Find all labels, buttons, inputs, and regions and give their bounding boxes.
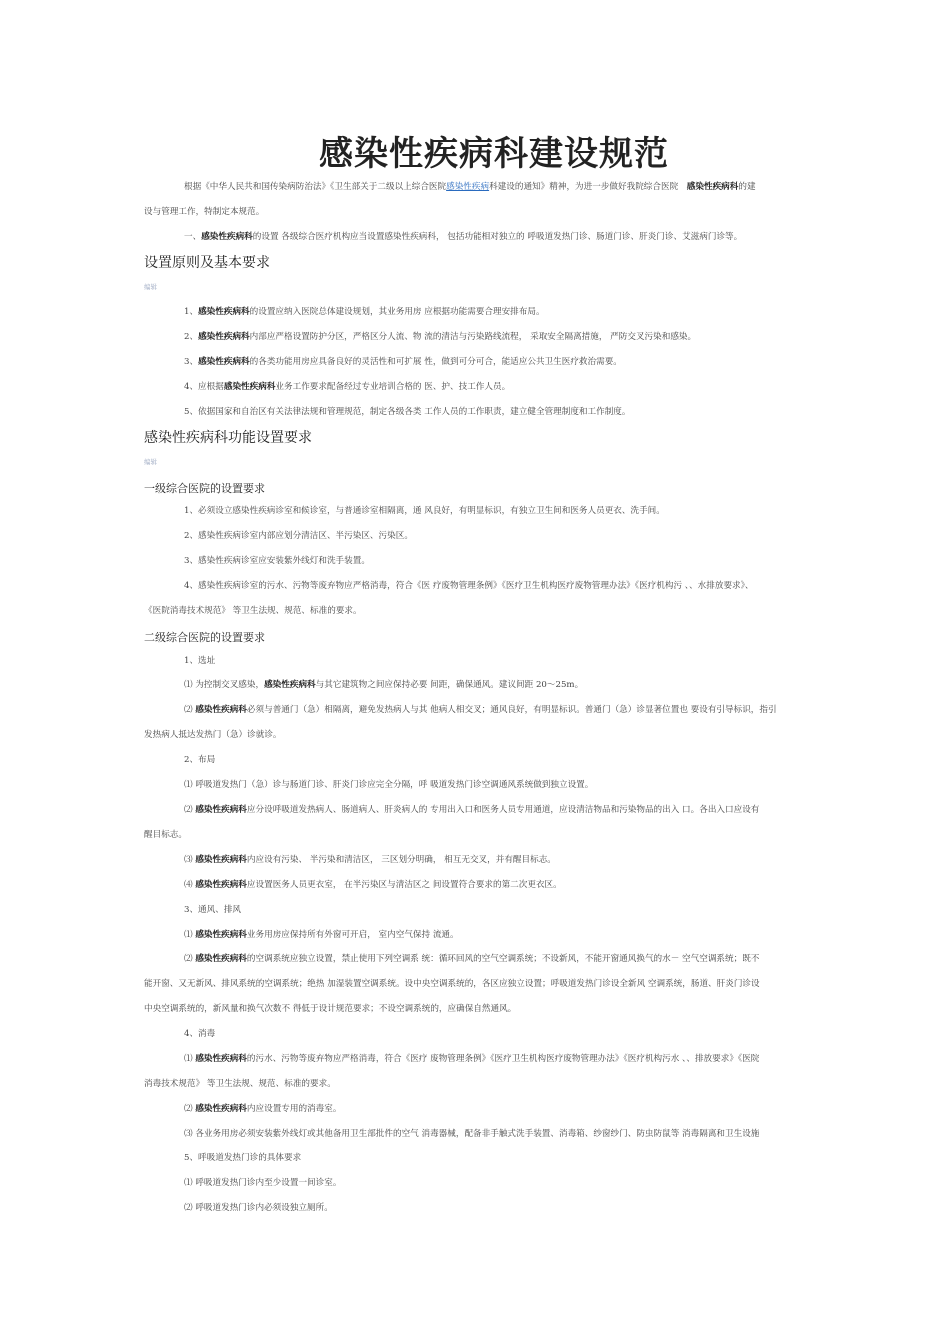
list-item: 2、感染性疾病诊室内部应划分清洁区、半污染区、污染区。 (184, 531, 413, 541)
intro-continuation: 设与管理工作，特制定本规范。 (144, 207, 265, 217)
paragraph-text: 的设置 各级综合医疗机构应当设置感染性疾病科， 包括功能相对独立的 呼吸道发热门诊、肠道门诊、肝炎门诊、艾滋病门诊等。 (252, 232, 743, 242)
list-item: ⑴ 呼吸道发热门（急）诊与肠道门诊、肝炎门诊应完全分隔，呼 吸道发热门诊空调通风系统做到独立设置。 (184, 780, 594, 790)
list-item: 4、感染性疾病诊室的污水、污物等废弃物应严格消毒，符合《医 疗废物管理条例》《医疗卫生机构医疗废物管理办法》《医疗机构污 、、水排放要求》、 (184, 581, 754, 591)
item-disinfection: 4、消毒 (184, 1029, 216, 1039)
bold-term: 感染性疾病科 (195, 930, 247, 940)
list-item-continuation: 《医院消毒技术规范》 等卫生法规、规范、标准的要求。 (144, 606, 362, 616)
list-item-continuation: 消毒技术规范》 等卫生法规、规范、标准的要求。 (144, 1079, 336, 1089)
intro-paragraph (184, 181, 756, 193)
list-item (184, 953, 759, 965)
list-item: 5、依据国家和自治区有关法律法规和管理规范，制定各级各类 工作人员的工作职责，建立健全管理制度和工作制度。 (184, 407, 631, 417)
section-heading-functions: 感染性疾病科功能设置要求 (144, 430, 312, 446)
bold-term: 感染性疾病科 (195, 880, 247, 890)
list-item-continuation: 中央空调系统的，新风量和换气次数不 得低于设计规范要求；不设空调系统的，应确保自然通风。 (144, 1004, 517, 1014)
item-prefix: 1、 (184, 307, 199, 317)
edit-link[interactable]: 编辑 (144, 283, 157, 291)
bold-term: 感染性疾病科 (198, 357, 250, 367)
list-item: ⑴ 呼吸道发热门诊内至少设置一间诊室。 (184, 1178, 342, 1188)
list-item (184, 679, 583, 691)
list-item: 3、感染性疾病诊室应安装紫外线灯和洗手装置。 (184, 556, 370, 566)
list-item (184, 331, 696, 343)
bold-term: 感染性疾病科 (195, 705, 247, 715)
paragraph-one (184, 231, 742, 243)
item-text: 的污水、污物等废弃物应严格消毒，符合《医疗 废物管理条例》《医疗卫生机构医疗废物管理办法》《医疗机构污水 、、排放要求》《医院 (246, 1054, 760, 1064)
item-prefix: ⑵ (184, 1104, 196, 1114)
list-item: ⑶ 各业务用房必须安装紫外线灯或其他备用卫生部批件的空气 消毒器械，配备非手触式洗手装置、消毒箱、纱窗纱门、防虫防鼠等 消毒隔离和卫生设施 (184, 1129, 760, 1139)
item-prefix: ⑵ (184, 705, 196, 715)
edit-link[interactable]: 编辑 (144, 458, 157, 466)
list-item (184, 1103, 341, 1115)
item-site: 1、选址 (184, 656, 216, 666)
item-text: 应分设呼吸道发热病人、肠道病人、肝炎病人的 专用出入口和医务人员专用通道，应设清洁物品和污染物品的出入 口。各出入口应设有 (246, 805, 760, 815)
bold-term: 感染性疾病科 (195, 954, 247, 964)
item-prefix: ⑷ (184, 880, 196, 890)
list-item (184, 804, 759, 816)
item-text: 的各类功能用房应具备良好的灵活性和可扩展 性，做到可分可合，能适应公共卫生医疗救治需要。 (249, 357, 622, 367)
item-prefix: ⑴ (184, 1054, 196, 1064)
list-item (184, 704, 777, 716)
item-prefix: 2、 (184, 332, 199, 342)
subheading-level1-hospital: 一级综合医院的设置要求 (144, 482, 265, 495)
document-title: 感染性疾病科建设规范 (319, 134, 669, 174)
item-text: 内应设置专用的消毒室。 (246, 1104, 342, 1114)
list-item (184, 854, 556, 866)
item-prefix: ⑶ (184, 855, 196, 865)
intro-text: 根据《中华人民共和国传染病防治法》《卫生部关于二级以上综合医院 (184, 182, 447, 192)
item-text: 内应设有污染、 半污染和清洁区， 三区划分明确， 相互无交叉，并有醒目标志。 (246, 855, 556, 865)
infectious-disease-link[interactable]: 感染性疾病 (446, 182, 490, 192)
item-text: 业务工作要求配备经过专业培训合格的 医、护、技工作人员。 (275, 382, 511, 392)
bold-term: 感染性疾病科 (195, 1054, 247, 1064)
bold-term: 感染性疾病科 (686, 182, 739, 192)
list-item: ⑵ 呼吸道发热门诊内必须设独立厕所。 (184, 1203, 333, 1213)
section-heading-principles: 设置原则及基本要求 (144, 255, 270, 271)
item-prefix: ⑴ 为控制交叉感染， (184, 680, 265, 690)
item-text: 的设置应纳入医院总体建设规划，其业务用房 应根据功能需要合理安排布局。 (249, 307, 545, 317)
bold-term: 感染性疾病科 (198, 332, 250, 342)
item-prefix: ⑵ (184, 954, 196, 964)
list-item (184, 929, 459, 941)
item-text: 应设置医务人员更衣室， 在半污染区与清洁区之 间设置符合要求的第二次更衣区。 (246, 880, 562, 890)
list-item (184, 879, 562, 891)
list-item-continuation: 发热病人抵达发热门（急）诊就诊。 (144, 730, 282, 740)
paragraph-prefix: 一、 (184, 232, 202, 242)
list-item (184, 356, 622, 368)
item-respiratory-clinic: 5、呼吸道发热门诊的具体要求 (184, 1153, 302, 1163)
item-prefix: ⑵ (184, 805, 196, 815)
item-ventilation: 3、通风、排风 (184, 905, 242, 915)
item-text: 与其它建筑物之间应保持必要 间距，确保通风。建议间距 20～25m。 (315, 680, 584, 690)
list-item (184, 381, 510, 393)
list-item (184, 1053, 759, 1065)
item-text: 业务用房应保持所有外窗可开启， 室内空气保持 流通。 (246, 930, 459, 940)
bold-term: 感染性疾病科 (264, 680, 316, 690)
bold-term: 感染性疾病科 (195, 805, 247, 815)
list-item (184, 306, 545, 318)
list-item: 1、必须设立感染性疾病诊室和候诊室，与普通诊室相隔离，通 风良好，有明显标识，有独立卫生间和医务人员更衣、洗手间。 (184, 506, 665, 516)
item-prefix: 3、 (184, 357, 199, 367)
list-item-continuation: 醒目标志。 (144, 830, 187, 840)
item-prefix: 4、应根据 (184, 382, 224, 392)
item-prefix: ⑴ (184, 930, 196, 940)
bold-term: 感染性疾病科 (201, 232, 253, 242)
bold-term: 感染性疾病科 (195, 1104, 247, 1114)
item-text: 必须与普通门（急）相隔离，避免发热病人与其 他病人相交叉；通风良好，有明显标识。普通门（急）诊显著位置也 要设有引导标识，指引 (246, 705, 777, 715)
item-text: 内部应严格设置防护分区，严格区分人流、物 流的清洁与污染路线流程， 采取安全隔离措施， 严防交叉污染和感染。 (249, 332, 697, 342)
item-layout: 2、布局 (184, 755, 216, 765)
bold-term: 感染性疾病科 (195, 855, 247, 865)
list-item-continuation: 能开窗、又无新风、排风系统的空调系统；绝热 加湿装置空调系统。设中央空调系统的，各区应独立设置；呼吸道发热门诊设全新风 空调系统，肠道、肝炎门诊设 (144, 979, 760, 989)
bold-term: 感染性疾病科 (223, 382, 276, 392)
item-text: 的空调系统应独立设置，禁止使用下列空调系 统：循环回风的空气空调系统；不设新风，不能开窗通风换气的水－ 空气空调系统；既不 (246, 954, 760, 964)
intro-text: 的建 (738, 182, 756, 192)
subheading-level2-hospital: 二级综合医院的设置要求 (144, 631, 265, 644)
intro-text: 科建设的通知》精神，为进一步做好我院综合医院 (489, 182, 679, 192)
bold-term: 感染性疾病科 (198, 307, 250, 317)
